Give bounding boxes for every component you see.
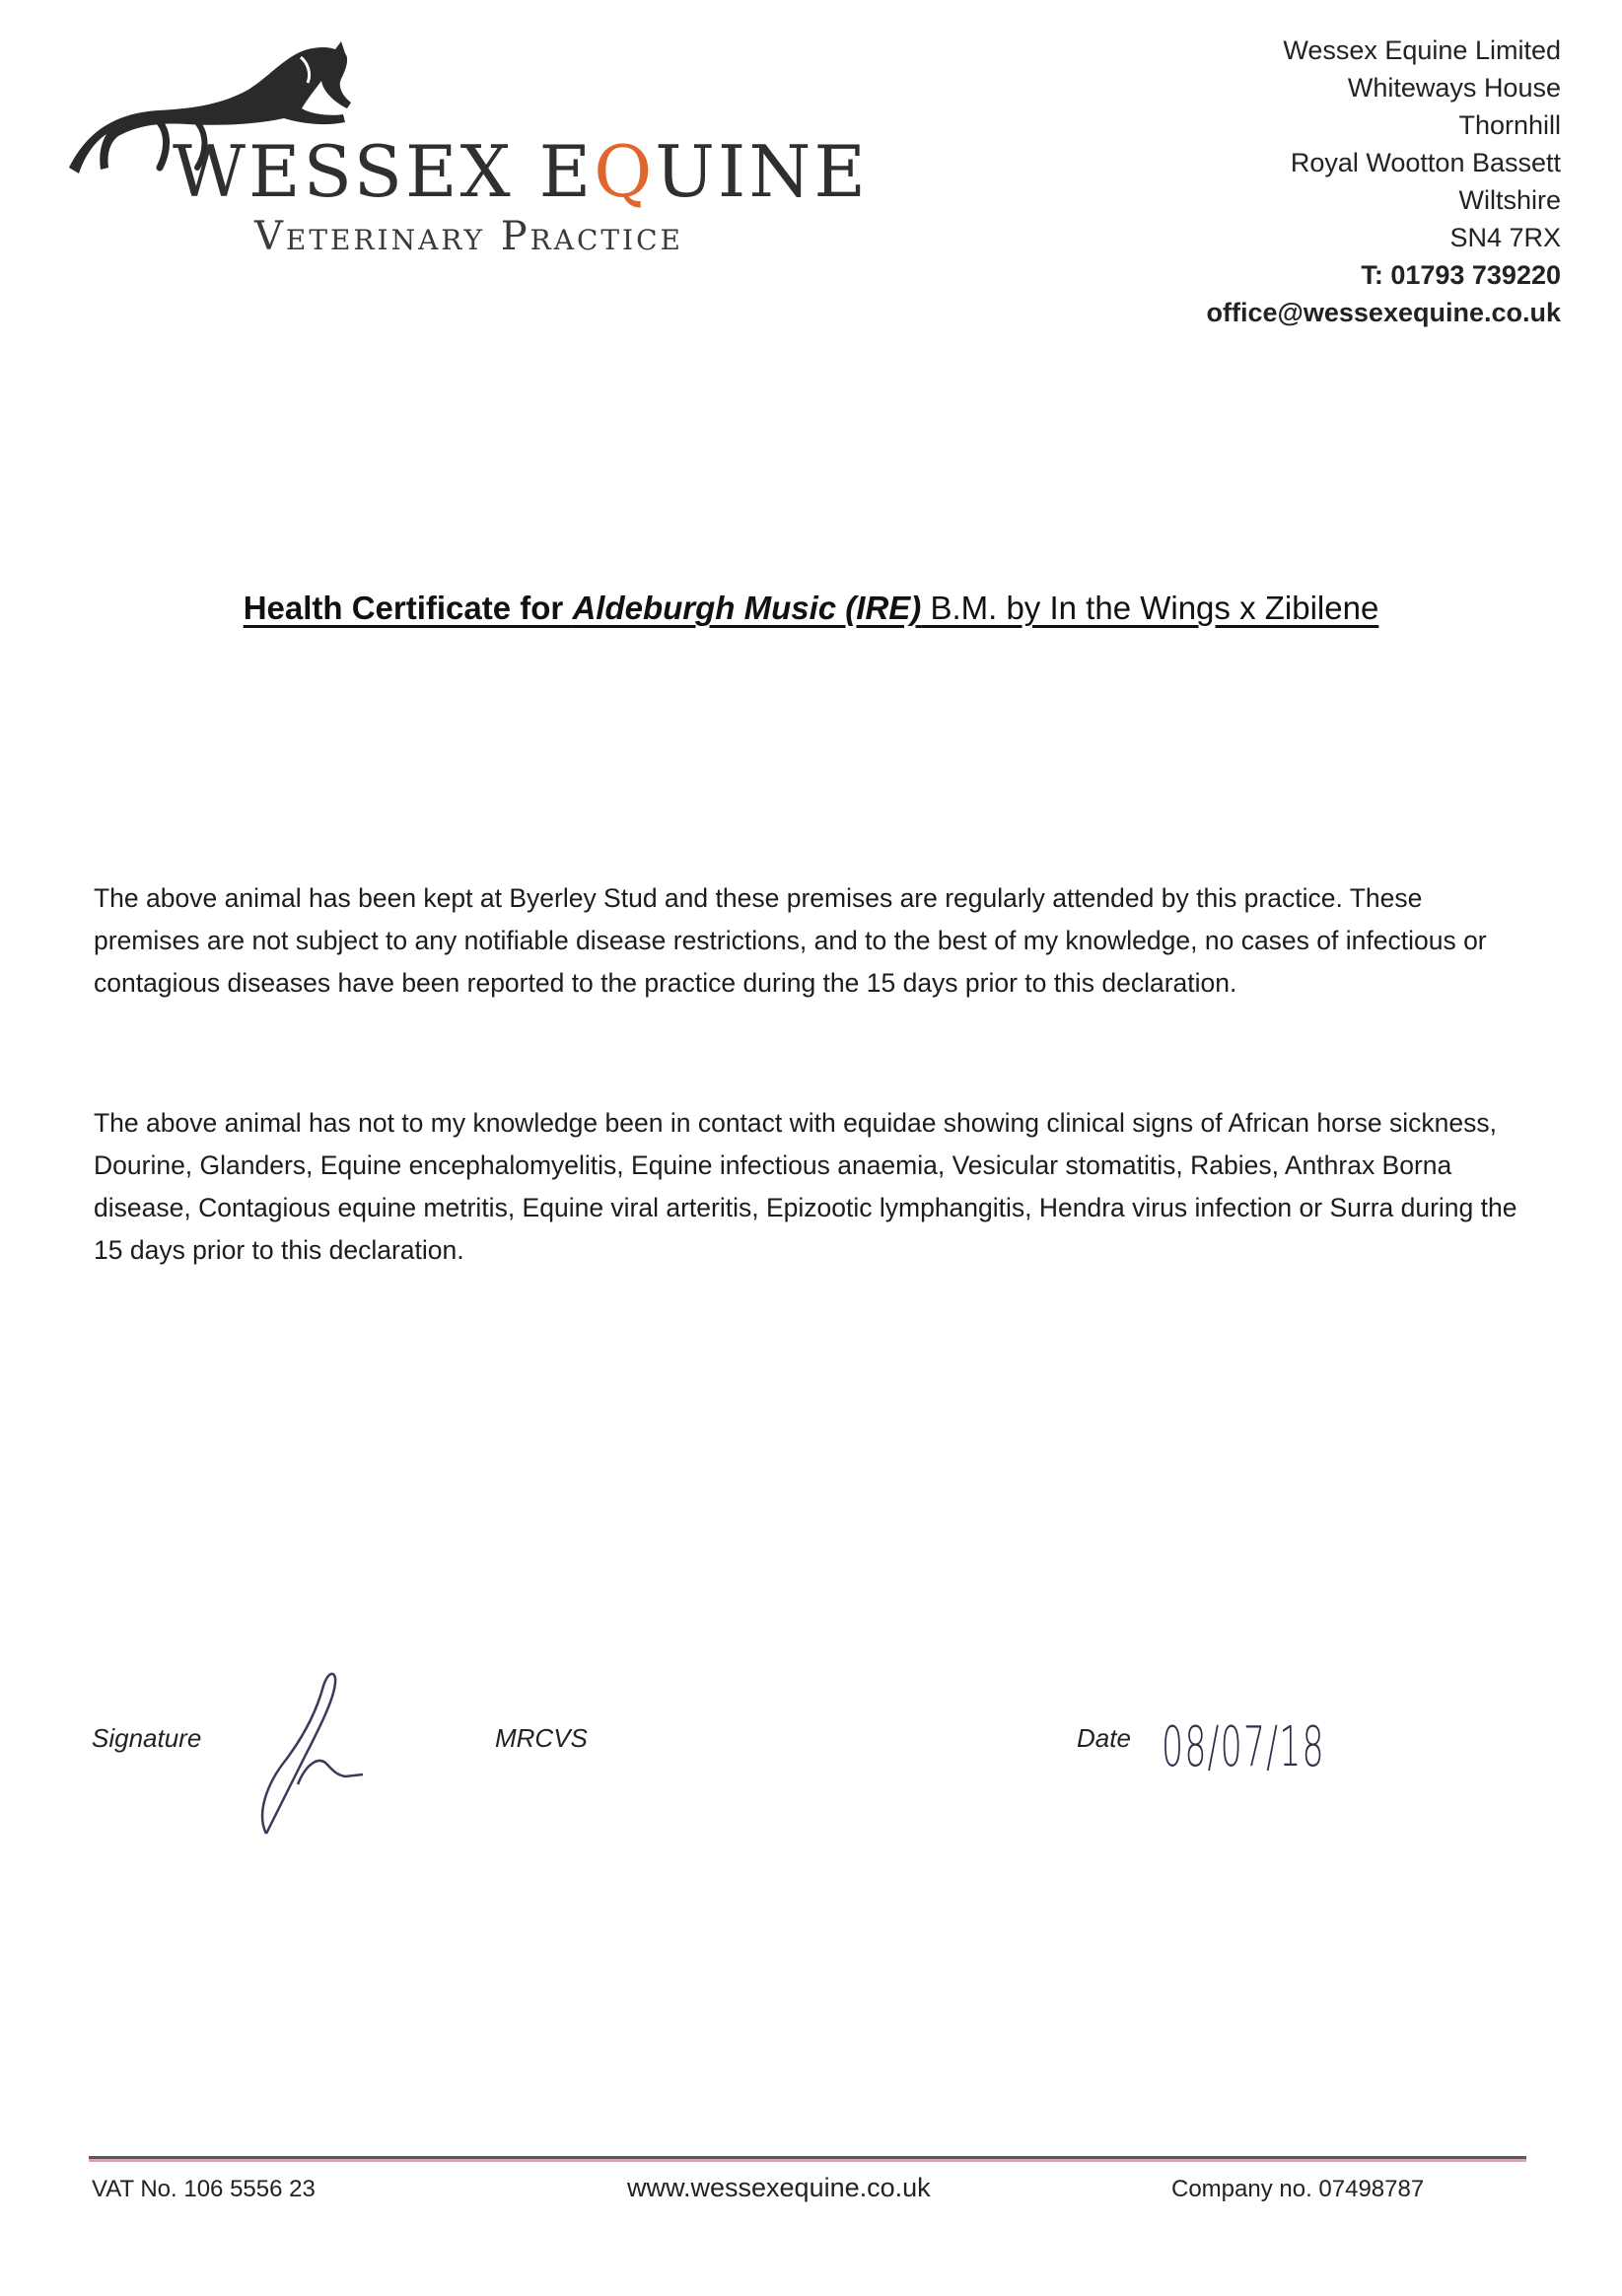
footer-vat-number: VAT No. 106 5556 23 [92, 2176, 316, 2202]
address-company: Wessex Equine Limited [1283, 35, 1561, 65]
title-prefix: Health Certificate for [243, 590, 573, 626]
address-email: office@wessexequine.co.uk [1206, 298, 1561, 327]
brand-name-accent-letter: Q [594, 130, 656, 213]
address-line2: Thornhill [1458, 110, 1561, 140]
address-line1: Whiteways House [1347, 73, 1561, 103]
address-postcode: SN4 7RX [1449, 223, 1561, 252]
brand-name: WESSEX EQUINE [173, 130, 869, 213]
title-suffix: B.M. by In the Wings x Zibilene [921, 590, 1379, 626]
declaration-paragraph-2: The above animal has not to my knowledge been in contact with equidae showing clinical signs of African horse sickness, Dourine, Glanders, Equine encephalomyelitis, Equine infectious anaemia, Vesicular stomatitis, Rabies, Anthrax Borna disease, Contagious equine metritis, Equine viral arteritis, Epizootic lymphangitis, Hendra virus infection or Surra during the 15 days prior to this declaration. [94, 1108, 1517, 1265]
practice-address [1009, 32, 1561, 331]
handwritten-signature [247, 1666, 375, 1844]
address-line4: Wiltshire [1458, 185, 1561, 215]
footer-company-number: Company no. 07498787 [1171, 2176, 1425, 2202]
practice-logo [49, 20, 869, 266]
address-line3: Royal Wootton Bassett [1290, 148, 1561, 177]
mrcvs-label: MRCVS [495, 1723, 588, 1753]
footer-divider [89, 2156, 1526, 2162]
address-phone: T: 01793 739220 [1361, 260, 1561, 290]
signature-label: Signature [92, 1723, 202, 1753]
footer-website: www.wessexequine.co.uk [627, 2173, 931, 2202]
certificate-title [0, 590, 1622, 627]
date-label: Date [1077, 1723, 1131, 1753]
brand-subtitle: Veterinary Practice [254, 214, 683, 259]
declaration-paragraph-1: The above animal has been kept at Byerley Stud and these premises are regularly attended by this practice. These premises are not subject to any notifiable disease restrictions, and to the best of my knowledge, no cases of infectious or contagious diseases have been reported to the practice during the 15 days prior to this declaration. [94, 883, 1487, 998]
handwritten-date: 08/07/18 [1162, 1715, 1325, 1779]
title-horse-name: Aldeburgh Music (IRE) [572, 590, 922, 626]
